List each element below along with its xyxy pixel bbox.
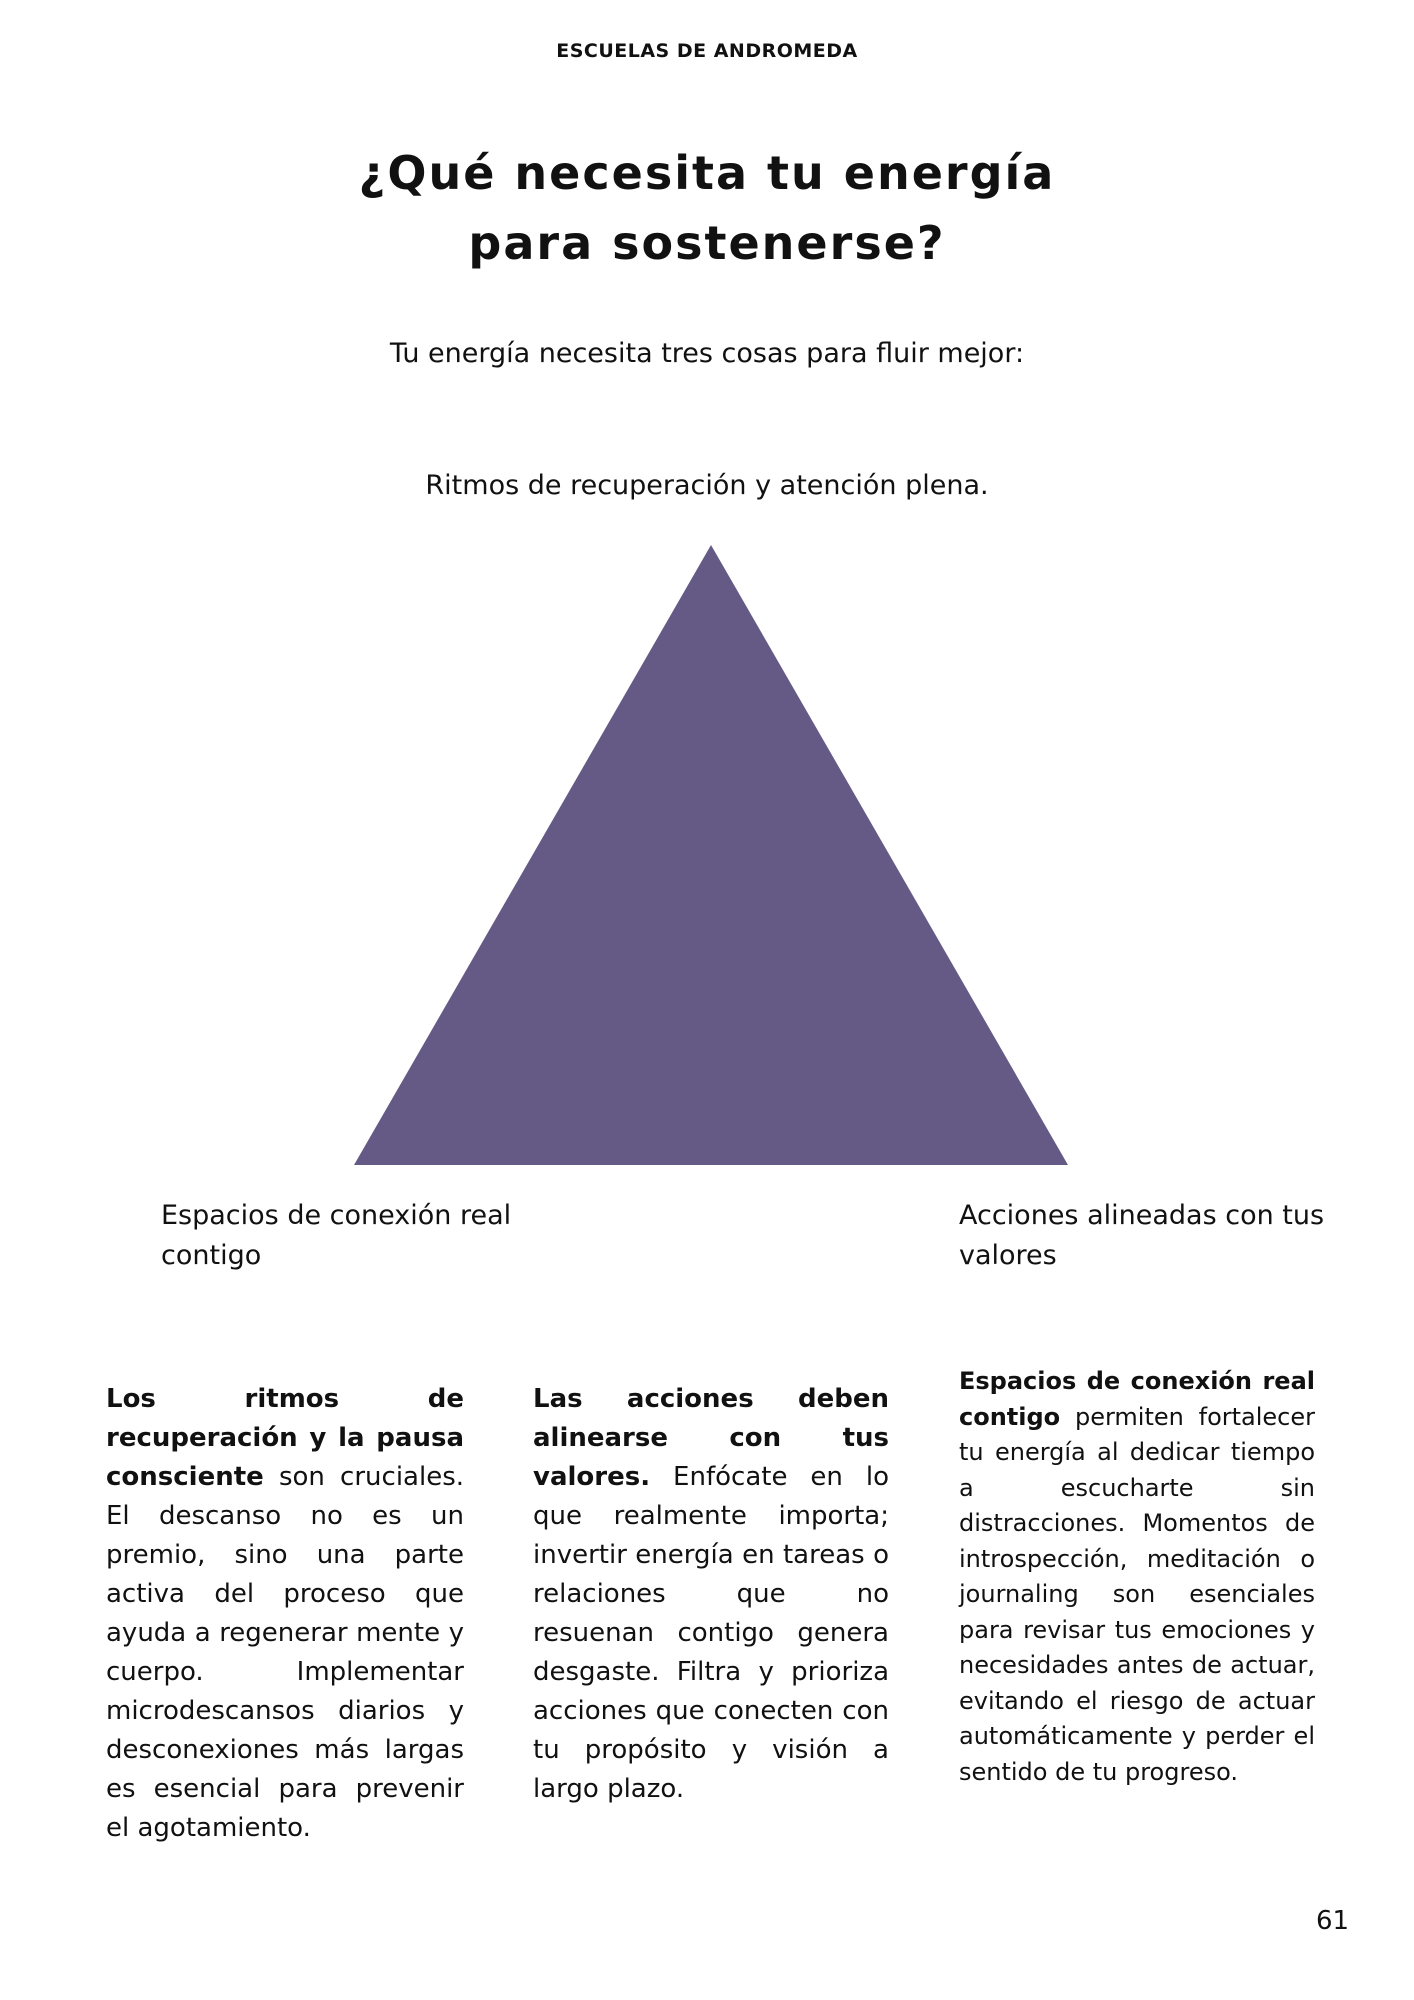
energy-triangle bbox=[354, 545, 1068, 1165]
triangle-top-label: Ritmos de recuperación y atención plena. bbox=[425, 470, 989, 501]
document-header: ESCUELAS DE ANDROMEDA bbox=[556, 40, 858, 62]
column-3-heading: Espacios de conexión real contigo bbox=[959, 1367, 1315, 1431]
page-title-line-2: para sostenerse? bbox=[468, 216, 946, 270]
triangle-right-label: Acciones alineadas con tus valores bbox=[959, 1200, 1325, 1271]
column-3-text: permiten fortalecer tu energía al dedicar tiempo a escucharte sin distracciones. Momentos de introspección, meditación o journaling son esenciales para revisar tus emociones y necesidades antes de actuar, evitando el riesgo de actuar automáticamente y perder el sentido de tu progreso. bbox=[959, 1402, 1315, 1786]
column-recovery-rhythms bbox=[106, 1380, 464, 1848]
column-1-text: son cruciales. El descanso no es un premio, sino una parte activa del proceso que ayuda a regenerar mente y cuerpo. Implementar microdescansos diarios y desconexiones más largas es esencial para prevenir el agotamiento. bbox=[106, 1462, 464, 1843]
page-number: 61 bbox=[1316, 1906, 1350, 1936]
column-2-heading: Las acciones deben alinearse con tus valores. bbox=[533, 1384, 889, 1492]
column-aligned-actions bbox=[533, 1380, 889, 1809]
page-title-line-1: ¿Qué necesita tu energía bbox=[358, 146, 1056, 200]
triangle-left-label: Espacios de conexión real contigo bbox=[161, 1200, 512, 1271]
column-2-text: Enfócate en lo que realmente importa; invertir energía en tareas o relaciones que no resuenan contigo genera desgaste. Filtra y prioriza acciones que conecten con tu propósito y visión a largo plazo. bbox=[533, 1462, 889, 1804]
column-self-connection bbox=[959, 1364, 1315, 1790]
triangle-shape bbox=[354, 545, 1068, 1165]
column-1-heading: Los ritmos de recuperación y la pausa consciente bbox=[106, 1384, 464, 1492]
intro-text: Tu energía necesita tres cosas para fluir mejor: bbox=[389, 338, 1025, 369]
page-title bbox=[0, 138, 1414, 278]
